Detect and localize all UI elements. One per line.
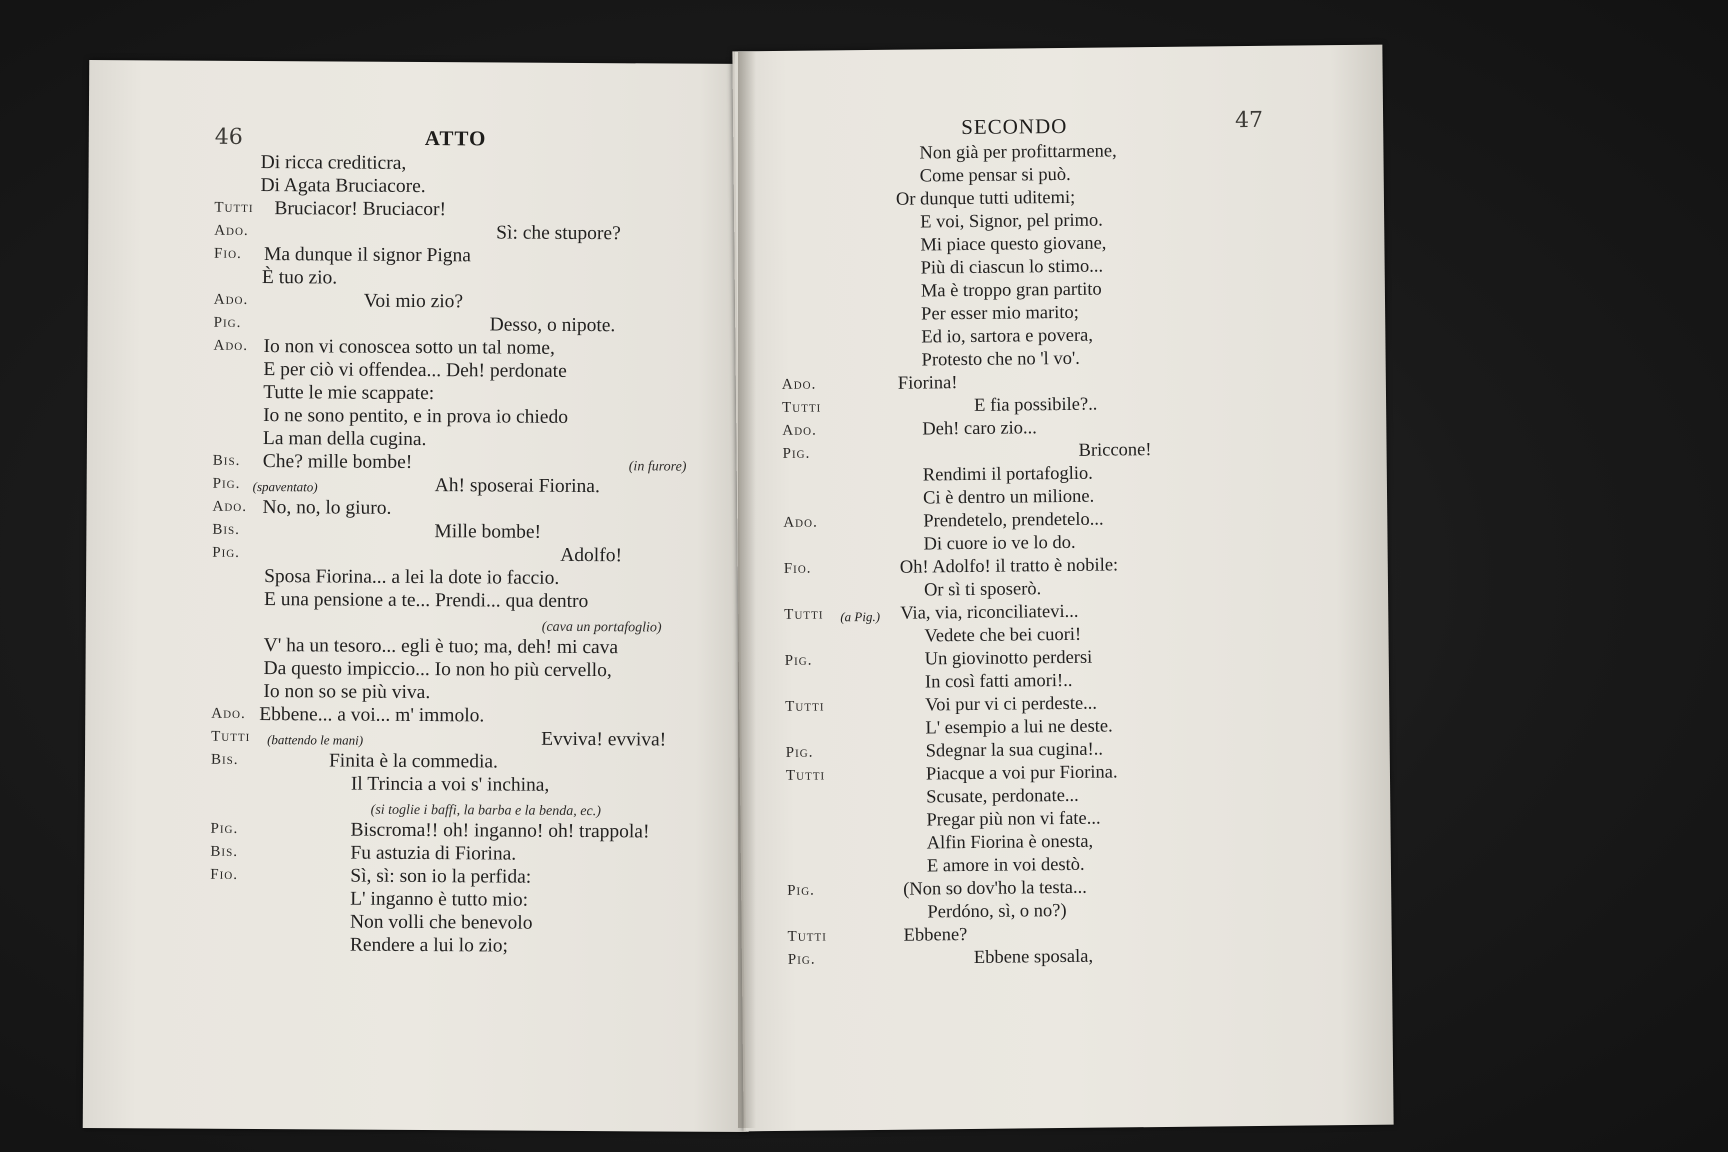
right-running-head: SECONDO (961, 113, 1068, 140)
verse-text: Di ricca crediticra, (260, 152, 407, 174)
verse-text: Rendere a lui lo zio; (349, 934, 509, 957)
left-running-head: ATTO (424, 126, 487, 151)
script-line (214, 197, 734, 223)
speaker-label: Bis. (212, 521, 240, 538)
verse-text: Fu astuzia di Fiorina. (350, 842, 517, 865)
speaker-label: Ado. (212, 498, 248, 515)
verse-text: L' esempio a lui ne deste. (925, 716, 1113, 739)
speaker-label: Ado. (211, 705, 246, 722)
script-line (211, 726, 731, 752)
speaker-label: Tutti (782, 399, 822, 416)
verse-text: E fia possibile?.. (973, 394, 1098, 416)
verse-text: Non volli che benevolo (349, 911, 533, 934)
script-line (212, 634, 732, 660)
script-line (211, 703, 731, 729)
verse-text: Da questo impiccio... Io non ho più cervello, (263, 658, 612, 682)
script-line (210, 841, 730, 867)
verse-text: Bruciacor! Bruciacor! (274, 198, 447, 221)
verse-text: Ma dunque il signor Pigna (264, 244, 472, 267)
inline-stage-direction: (spaventato) (252, 478, 318, 495)
script-line (212, 496, 732, 522)
verse-text: V' ha un tesoro... egli è tuo; ma, deh! mi cava (263, 635, 619, 659)
speaker-label: Tutti (785, 767, 826, 784)
verse-text: Sdegnar la sua cugina!.. (925, 739, 1104, 762)
verse-text: Ah! sposerai Fiorina. (434, 475, 600, 498)
verse-text: Or sì ti sposerò. (923, 579, 1042, 601)
verse-text: Sposa Fiorina... a lei la dote io faccio. (264, 566, 560, 589)
verse-text: Scusate, perdonate... (926, 785, 1079, 808)
verse-text: E per ciò vi offendea... Deh! perdonate (263, 359, 567, 382)
script-line (213, 404, 733, 430)
verse-text: È tuo zio. (261, 267, 338, 289)
script-line (212, 611, 732, 637)
speaker-label: Ado. (213, 337, 249, 354)
right-page-number: 47 (1234, 107, 1264, 134)
verse-text: Ebbene... a voi... m' immolo. (259, 704, 485, 727)
speaker-label: Pig. (785, 744, 814, 761)
script-line (215, 151, 735, 177)
script-line (214, 312, 734, 338)
inline-stage-direction: (battendo le mani) (267, 732, 364, 748)
script-line (210, 887, 730, 913)
verse-text: Biscroma!! oh! inganno! oh! trappola! (350, 819, 650, 843)
speaker-label: Pig. (784, 652, 813, 669)
verse-text: Oh! Adolfo! il tratto è nobile: (899, 555, 1119, 578)
verse-text: Ci è dentro un milione. (922, 486, 1095, 509)
speaker-label: Fio. (783, 560, 812, 577)
verse-text: Finita è la commedia. (328, 750, 499, 773)
verse-text: (Non so dov'ho la testa... (903, 877, 1087, 900)
speaker-label: Ado. (782, 422, 817, 439)
book-gutter (738, 52, 756, 1128)
script-line (210, 933, 730, 959)
verse-text: Mi piace questo giovane, (920, 233, 1107, 256)
script-line (214, 289, 734, 315)
verse-text: Che? mille bombe! (262, 451, 413, 473)
script-line (213, 335, 733, 361)
verse-text: Adolfo! (560, 544, 623, 567)
speaker-label: Bis. (210, 751, 239, 768)
script-line (210, 864, 730, 890)
speaker-label: Pig. (212, 544, 241, 561)
verse-text: Ma è troppo gran partito (920, 279, 1102, 302)
verse-text: Come pensar si può. (919, 164, 1071, 187)
verse-text: Prendetelo, prendetelo... (923, 509, 1104, 532)
script-line (212, 542, 732, 568)
stage-direction: (si toglie i baffi, la barba e la benda, ec.) (370, 802, 601, 820)
speaker-label: Fio. (214, 245, 242, 262)
script-line (212, 565, 732, 591)
verse-text: Fiorina! (897, 373, 958, 394)
verse-text: Voi pur vi ci perdeste... (925, 693, 1098, 716)
script-line (211, 772, 731, 798)
speaker-label: Bis. (212, 452, 241, 469)
script-line (214, 174, 734, 200)
verse-text: Mille bombe! (434, 521, 542, 543)
speaker-label: Tutti (214, 199, 254, 216)
speaker-label: Pig. (213, 314, 242, 331)
speaker-label: Ado. (783, 514, 818, 531)
script-line (213, 450, 733, 476)
verse-text: Via, via, riconciliatevi... (900, 601, 1079, 624)
speaker-label: Ado. (213, 291, 249, 308)
verse-text: Io ne sono pentito, e in prova io chiedo (263, 405, 569, 428)
script-line (211, 795, 731, 821)
speaker-label: Tutti (787, 928, 827, 945)
script-line (213, 473, 733, 499)
speaker-label: Pig. (787, 951, 816, 968)
left-page (83, 60, 756, 1132)
right-page (732, 45, 1393, 1132)
verse-text: Desso, o nipote. (489, 314, 616, 337)
script-line (788, 943, 1348, 972)
verse-text: Di cuore io ve lo do. (923, 532, 1076, 555)
script-line (212, 519, 732, 545)
script-line (212, 588, 732, 614)
speaker-label: Ado. (214, 222, 249, 239)
speaker-label: Tutti (785, 698, 825, 715)
verse-text: Deh! caro zio... (922, 418, 1037, 440)
verse-text: Evviva! evviva! (541, 728, 667, 751)
script-line (211, 749, 731, 775)
speaker-label: Pig. (212, 475, 241, 492)
script-line (211, 680, 731, 706)
script-line (214, 266, 734, 292)
script-line (211, 818, 731, 844)
speaker-label: Pig. (787, 882, 815, 899)
verse-text: La man della cugina. (262, 428, 427, 451)
verse-text: Di Agata Bruciacore. (260, 175, 426, 198)
verse-text: Ed io, sartora e povera, (921, 325, 1094, 348)
verse-text: Voi mio zio? (363, 290, 464, 313)
verse-text: Sì, sì: son io la perfida: (350, 865, 532, 888)
verse-text: Ebbene sposala, (973, 946, 1094, 968)
inline-stage-direction: (a Pig.) (840, 608, 881, 625)
verse-text: No, no, lo giuro. (262, 497, 392, 519)
speaker-label: Tutti (211, 728, 251, 745)
verse-text: Tutte le mie scappate: (263, 382, 435, 405)
speaker-label: Pig. (210, 820, 239, 837)
verse-text: Protesto che no 'l vo'. (921, 348, 1080, 371)
script-line (213, 381, 733, 407)
verse-text: Piacque a voi pur Fiorina. (925, 762, 1118, 785)
speaker-label: Ado. (781, 376, 817, 393)
speaker-label: Bis. (210, 843, 239, 860)
verse-text: Briccone! (1078, 440, 1152, 461)
verse-text: Io non vi conoscea sotto un tal nome, (263, 336, 555, 359)
verse-text: Il Trincia a voi s' inchina, (350, 773, 550, 796)
script-line (210, 910, 730, 936)
script-line (214, 220, 734, 246)
left-text-block (210, 151, 735, 959)
script-line (213, 358, 733, 384)
verse-text: Rendimi il portafoglio. (922, 463, 1093, 486)
speaker-label: Fio. (210, 866, 239, 883)
left-page-number: 46 (214, 124, 243, 150)
verse-text: Or dunque tutti uditemi; (895, 187, 1076, 210)
verse-text: Non già per profittarmene, (919, 141, 1117, 164)
right-text-block (779, 138, 1348, 972)
verse-text: E voi, Signor, pel primo. (920, 210, 1103, 233)
verse-text: Perdóno, sì, o no?) (927, 900, 1067, 923)
verse-text: Io non so se più viva. (263, 681, 431, 704)
stage-direction: (in furore) (628, 459, 687, 475)
stage-direction: (cava un portafoglio) (541, 619, 662, 636)
verse-text: L' inganno è tutto mio: (350, 888, 529, 911)
verse-text: In così fatti amori!.. (924, 670, 1073, 693)
speaker-label: Pig. (782, 445, 811, 462)
verse-text: Per esser mio marito; (921, 302, 1079, 325)
verse-text: Un giovinotto perdersi (924, 647, 1093, 670)
verse-text: Ebbene? (903, 925, 968, 946)
verse-text: Vedete che bei cuori! (924, 624, 1082, 647)
script-line (211, 657, 731, 683)
verse-text: Più di ciascun lo stimo... (920, 256, 1104, 279)
verse-text: Pregar più non vi fate... (926, 808, 1101, 831)
script-line (214, 243, 734, 269)
verse-text: Sì: che stupore? (496, 222, 621, 245)
verse-text: E amore in voi destò. (926, 854, 1085, 877)
speaker-label: Tutti (784, 606, 824, 623)
verse-text: E una pensione a te... Prendi... qua dentro (263, 589, 589, 613)
verse-text: Alfin Fiorina è onesta, (926, 831, 1094, 854)
script-line (213, 427, 733, 453)
